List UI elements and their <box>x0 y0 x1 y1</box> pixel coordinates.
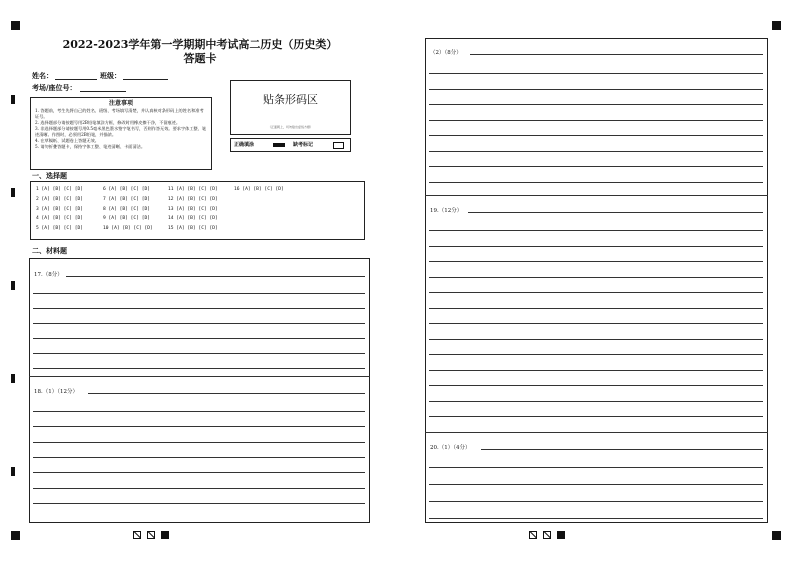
answer-writing-line[interactable] <box>429 370 763 371</box>
exam-room-label: 考场/座位号： <box>32 83 77 92</box>
choice-question[interactable]: 4 [A] [B] [C] [D] <box>36 216 84 222</box>
answer-writing-line[interactable] <box>429 323 763 324</box>
answer-box-right <box>425 38 768 523</box>
barcode-title: 贴条形码区 <box>263 93 318 106</box>
choice-question[interactable]: 12 [A] [B] [C] [D] <box>168 196 218 202</box>
answer-writing-line[interactable] <box>88 393 365 394</box>
answer-writing-line[interactable] <box>429 135 763 136</box>
page-marker-slash <box>147 531 155 539</box>
choice-question[interactable]: 16 [A] [B] [C] [D] <box>234 187 284 192</box>
answer-writing-line[interactable] <box>33 338 365 339</box>
missing-mark-label: 缺考标记 <box>293 142 314 148</box>
answer-writing-line[interactable] <box>429 73 763 74</box>
answer-writing-line[interactable] <box>429 292 763 293</box>
choice-question[interactable]: 6 [A] [B] [C] [D] <box>103 187 151 192</box>
name-field[interactable] <box>55 79 97 80</box>
answer-writing-line[interactable] <box>429 151 763 152</box>
corner-mark-top-left <box>11 21 20 30</box>
question-17-label: 17.（8分） <box>34 272 63 278</box>
timing-mark-left-4 <box>11 374 15 383</box>
choice-box <box>30 181 365 240</box>
answer-writing-line[interactable] <box>429 518 763 519</box>
answer-writing-line[interactable] <box>429 120 763 121</box>
answer-writing-line[interactable] <box>33 308 365 309</box>
page-marker-solid <box>557 531 565 539</box>
answer-writing-line[interactable] <box>429 246 763 247</box>
correct-fill-label: 正确填涂 <box>234 142 255 148</box>
answer-writing-line[interactable] <box>33 323 365 324</box>
page-marker-slash <box>543 531 551 539</box>
notes-item: 5. 请勿折叠答题卡，保持字体工整、笔迹清晰、卡面清洁。 <box>35 144 146 149</box>
notes-heading: 注意事项 <box>108 100 133 107</box>
class-field[interactable] <box>123 79 168 80</box>
page-title: 2022-2023学年第一学期期中考试高二历史（历史类） <box>62 38 338 51</box>
answer-writing-line[interactable] <box>429 166 763 167</box>
answer-writing-line[interactable] <box>33 426 365 427</box>
timing-mark-left-5 <box>11 467 15 476</box>
notes-box <box>30 97 212 170</box>
answer-writing-line[interactable] <box>481 449 763 450</box>
answer-writing-line[interactable] <box>429 385 763 386</box>
answer-writing-line[interactable] <box>66 276 365 277</box>
class-label: 班级： <box>100 71 121 80</box>
answer-writing-line[interactable] <box>429 104 763 105</box>
section-divider <box>425 195 768 196</box>
choice-question[interactable]: 5 [A] [B] [C] [D] <box>36 226 84 232</box>
question-18-label: 18.（1）（12分） <box>34 389 78 395</box>
page-marker-slash <box>529 531 537 539</box>
fill-legend <box>230 138 351 152</box>
choice-question[interactable]: 13 [A] [B] [C] [D] <box>168 206 218 212</box>
answer-writing-line[interactable] <box>33 488 365 489</box>
question-20-label: 20.（1）（4分） <box>430 445 471 451</box>
correct-fill-example <box>273 143 285 147</box>
answer-writing-line[interactable] <box>33 442 365 443</box>
corner-mark-top-right <box>772 21 781 30</box>
choice-question[interactable]: 15 [A] [B] [C] [D] <box>168 226 218 232</box>
exam-room-field[interactable] <box>80 91 126 92</box>
notes-item: 1. 答题前，考生先将自己的姓名、班级、考场填写清楚，并认真核对条形码上的姓名和准考证号。 <box>35 108 204 119</box>
answer-writing-line[interactable] <box>429 277 763 278</box>
choice-question[interactable]: 1 [A] [B] [C] [D] <box>36 187 84 192</box>
barcode-area <box>230 80 351 135</box>
answer-writing-line[interactable] <box>429 308 763 309</box>
section-divider <box>29 376 370 377</box>
timing-mark-left-2 <box>11 188 15 197</box>
choice-question[interactable]: 9 [A] [B] [C] [D] <box>103 216 151 222</box>
choice-question[interactable]: 7 [A] [B] [C] [D] <box>103 196 151 202</box>
page-marker-slash <box>133 531 141 539</box>
section-divider <box>425 432 768 433</box>
answer-writing-line[interactable] <box>429 354 763 355</box>
notes-item: 3. 非选择题部分请按题号用0.5毫米黑色墨水签字笔书写，否则作答无效。要求字体工整、笔迹清晰。作图时，必须用2B铅笔，并描浓。 <box>35 126 207 137</box>
missing-mark-checkbox[interactable] <box>333 142 344 149</box>
page-subtitle: 答题卡 <box>183 52 217 65</box>
timing-mark-left-1 <box>11 95 15 104</box>
answer-writing-line[interactable] <box>470 54 763 55</box>
answer-writing-line[interactable] <box>429 501 763 502</box>
answer-writing-line[interactable] <box>429 230 763 231</box>
answer-box-left <box>29 258 370 523</box>
choice-question[interactable]: 2 [A] [B] [C] [D] <box>36 196 84 202</box>
answer-writing-line[interactable] <box>33 353 365 354</box>
answer-writing-line[interactable] <box>33 293 365 294</box>
question-19-label: 19.（12分） <box>430 208 463 214</box>
answer-writing-line[interactable] <box>429 182 763 183</box>
answer-writing-line[interactable] <box>429 484 763 485</box>
notes-item: 4. 在草稿纸、试题卷上答题无效。 <box>35 138 99 143</box>
answer-writing-line[interactable] <box>429 261 763 262</box>
answer-writing-line[interactable] <box>33 503 365 504</box>
timing-mark-left-3 <box>11 281 15 290</box>
answer-writing-line[interactable] <box>33 457 365 458</box>
answer-writing-line[interactable] <box>429 339 763 340</box>
corner-mark-bottom-right <box>772 531 781 540</box>
choice-question[interactable]: 8 [A] [B] [C] [D] <box>103 206 151 212</box>
notes-item: 2. 选择题部分请按题号用2B铅笔填涂方框，修改时用橡皮擦干净，不留痕迹。 <box>35 120 181 125</box>
answer-writing-line[interactable] <box>33 368 365 369</box>
question-18-part2-label: （2）（8分） <box>430 50 462 56</box>
answer-writing-line[interactable] <box>468 212 763 213</box>
page-marker-solid <box>161 531 169 539</box>
choice-question[interactable]: 14 [A] [B] [C] [D] <box>168 216 218 222</box>
answer-writing-line[interactable] <box>33 472 365 473</box>
corner-mark-bottom-left <box>11 531 20 540</box>
choice-section-heading: 一、选择题 <box>32 171 67 180</box>
answer-writing-line[interactable] <box>33 411 365 412</box>
material-section-heading: 二、材料题 <box>32 246 67 255</box>
answer-writing-line[interactable] <box>429 89 763 90</box>
barcode-note: （正面朝上，切勿贴出虚线方框） <box>267 125 313 129</box>
answer-writing-line[interactable] <box>429 416 763 417</box>
answer-writing-line[interactable] <box>429 401 763 402</box>
choice-question[interactable]: 11 [A] [B] [C] [D] <box>168 187 218 192</box>
choice-question[interactable]: 10 [A] [B] [C] [D] <box>103 226 153 232</box>
answer-writing-line[interactable] <box>429 467 763 468</box>
choice-question[interactable]: 3 [A] [B] [C] [D] <box>36 206 84 212</box>
name-label: 姓名： <box>32 71 53 80</box>
